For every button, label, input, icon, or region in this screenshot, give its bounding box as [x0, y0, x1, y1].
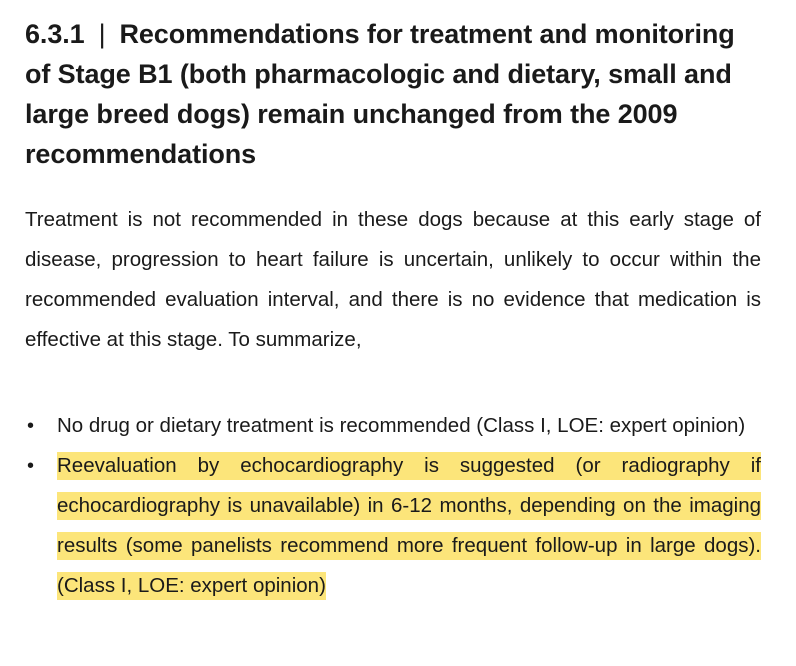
recommendation-list — [25, 406, 761, 606]
bullet-marker: • — [27, 415, 35, 437]
highlighted-text: Reevaluation by echocardiography is suggested (or radiography if echocardiography is unavailable) in 6-12 months, depending on the imaging results (some panelists recommend more frequent follow-up in large dogs). (Class I, LOE: expert opinion) — [57, 452, 761, 600]
section-heading — [25, 14, 761, 174]
section-separator: | — [98, 19, 106, 49]
list-item-text: No drug or dietary treatment is recommended (Class I, LOE: expert opinion) — [57, 414, 746, 437]
list-item — [25, 446, 761, 606]
section-title: Recommendations for treatment and monitoring of Stage B1 (both pharmacologic and dietary, small and large breed dogs) remain unchanged from the 2009 recommendations — [25, 19, 735, 169]
body-paragraph: Treatment is not recommended in these dogs because at this early stage of disease, progression to heart failure is uncertain, unlikely to occur within the recommended evaluation interval, and there is no evidence that medication is effective at this stage. To summarize, — [25, 208, 761, 351]
document-page — [25, 14, 761, 606]
bullet-marker: • — [27, 455, 35, 477]
section-number: 6.3.1 — [25, 19, 85, 49]
list-item — [25, 406, 761, 446]
